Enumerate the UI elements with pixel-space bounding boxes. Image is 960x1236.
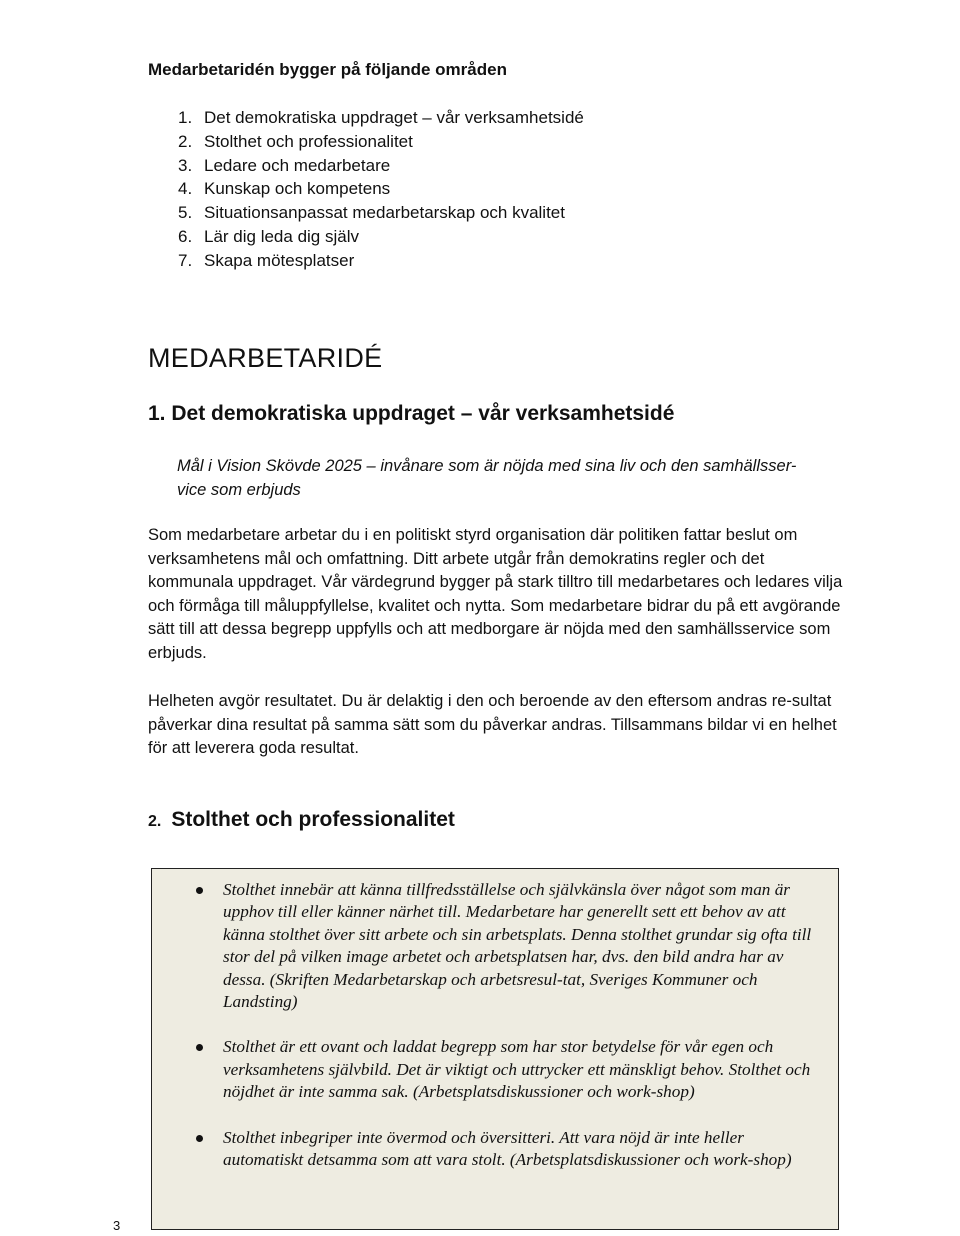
list-item-text: Ledare och medarbetare (204, 155, 391, 175)
section2-number: 2. (148, 813, 162, 830)
bullet-icon (196, 1044, 203, 1051)
quote-list (152, 879, 823, 1194)
list-item-text: Stolthet och professionalitet (204, 131, 413, 151)
list-item (178, 106, 584, 130)
list-item (178, 177, 584, 201)
quote-text: Stolthet är ett ovant och laddat begrepp som har stor betydelse för vår egen och verksamhetens självbild. Det är viktigt och uttrycker ett mänskligt behov. Stolthet och nöjdhet är inte samma sak. (Arbetsplatsdiskussioner och work-shop) (223, 1037, 811, 1102)
quote-item (223, 1127, 823, 1172)
quote-text: Stolthet innebär att känna tillfredsställelse och självkänsla över något som man är upphov till eller känner närhet till. Medarbetare har generellt sett ett behov av att känna stolthet över sitt arbete och sin arbetsplats. Denna stolthet grundar sig ofta till stor del på vilken image arbetet och arbetsplatsen har, dvs. den bild andra har av dessa. (Skriften Medarbetarskap och arbetsresul-tat, Sveriges Kommuner och Landsting) (223, 880, 812, 1012)
list-item (178, 154, 584, 178)
list-item-text: Situationsanpassat medarbetarskap och kvalitet (204, 203, 565, 223)
bullet-icon (196, 887, 203, 894)
list-item-number: 3. (178, 155, 193, 175)
list-item-text: Kunskap och kompetens (204, 179, 391, 199)
list-item-number: 6. (178, 226, 193, 246)
quote-text: Stolthet inbegriper inte övermod och översitteri. Att vara nöjd är inte heller automatiskt detsamma som att vara stolt. (Arbetsplatsdiskussioner och work-shop) (223, 1127, 792, 1170)
quote-box (151, 868, 839, 1230)
focus-area-list (178, 106, 584, 273)
quote-item (223, 879, 823, 1013)
section-title: MEDARBETARIDÉ (148, 343, 383, 373)
list-item-number: 5. (178, 203, 193, 223)
list-item (178, 130, 584, 154)
bullet-icon (196, 1135, 203, 1142)
list-item (178, 249, 584, 273)
page-number: 3 (113, 1218, 121, 1233)
body-paragraph: Helheten avgör resultatet. Du är delaktig i den och beroende av den eftersom andras re-sultat påverkar dina resultat på samma sätt som du påverkar andras. Tillsammans bildar vi en helhet för att leverera goda resultat. (148, 692, 837, 757)
vision-goal: Mål i Vision Skövde 2025 – invånare som är nöjda med sina liv och den samhällsser-vice som erbjuds (177, 457, 797, 499)
list-item-text: Skapa mötesplatser (204, 250, 355, 270)
list-item-number: 4. (178, 179, 193, 199)
list-item-text: Det demokratiska uppdraget – vår verksamhetsidé (204, 108, 584, 127)
list-item-number: 2. (178, 131, 193, 151)
section2-title: Stolthet och professionalitet (171, 808, 455, 831)
list-item (178, 225, 584, 249)
section1-heading: 1. Det demokratiska uppdraget – vår verksamhetsidé (148, 402, 675, 425)
list-item (178, 201, 584, 225)
list-item-text: Lär dig leda dig själv (204, 226, 359, 246)
section2-heading (148, 808, 455, 832)
body-paragraph: Som medarbetare arbetar du i en politiskt styrd organisation där politiken fattar beslut om verksamhetens mål och omfattning. Ditt arbete utgår från demokratins regler och det kommunala uppdraget. Vår värdegrund bygger på stark tilltro till medarbetares och ledares vilja och förmåga till måluppfyllelse, kvalitet och nytta. Som medarbetare bidrar du på ett avgörande sätt till att dessa begrepp uppfylls och att medborgare är nöjda med den samhällsservice som erbjuds. (148, 526, 843, 662)
quote-item (223, 1036, 823, 1103)
intro-heading: Medarbetaridén bygger på följande områden (148, 60, 507, 79)
list-item-number: 1. (178, 108, 193, 127)
list-item-number: 7. (178, 250, 193, 270)
